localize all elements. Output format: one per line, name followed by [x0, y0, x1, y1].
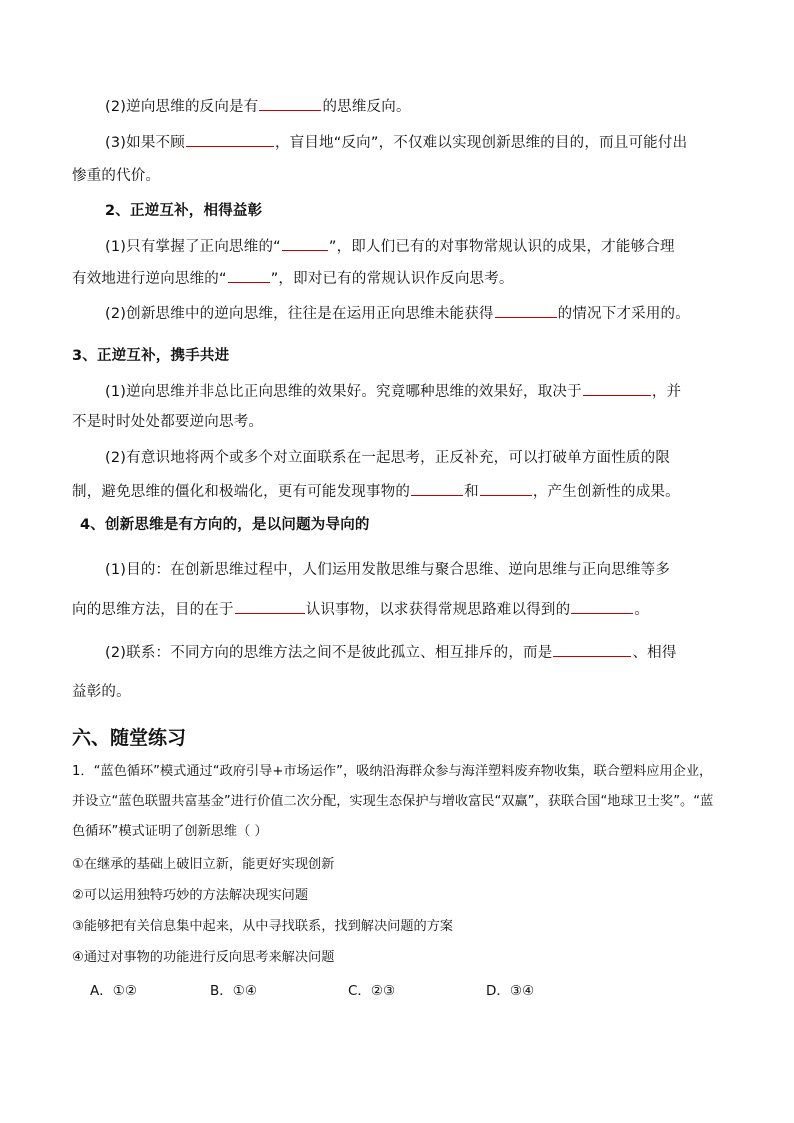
option-a: A．①②	[90, 983, 137, 999]
question-stem-line: 并设立“蓝色联盟共富基金”进行价值二次分配，实现生态保护与增收富民“双赢”，获联合国“地球卫士奖”。“蓝	[72, 794, 714, 809]
fill-blank	[228, 268, 270, 283]
text-segment: 有效地进行逆向思维的“	[72, 271, 227, 287]
text-segment: ，并	[651, 384, 682, 400]
fill-blank	[282, 236, 328, 251]
text-line: 不是时时处处都要逆向思考。	[72, 414, 264, 430]
option-d: D．③④	[486, 983, 535, 999]
fill-blank	[480, 481, 532, 496]
fill-blank	[411, 481, 463, 496]
text-segment: ”，即对已有的常规认识作反向思考。	[270, 271, 514, 287]
text-line	[105, 642, 677, 663]
fill-blank	[235, 599, 305, 614]
text-segment: (1)逆向思维并非总比正向思维的效果好。究竟哪种思维的效果好，取决于	[105, 384, 582, 400]
text-line	[105, 236, 675, 257]
text-segment: (1)只有掌握了正向思维的“	[105, 239, 281, 255]
text-line	[72, 481, 680, 502]
statement-item: ④通过对事物的功能进行反向思考来解决问题	[72, 950, 335, 965]
text-segment: (3)如果不顾	[105, 135, 185, 151]
subheading: 3、正逆互补，携手共进	[72, 348, 230, 364]
statement-item: ②可以运用独特巧妙的方法解决现实问题	[72, 888, 309, 903]
text-segment: (2)联系：不同方向的思维方法之间不是彼此孤立、相互排斥的，而是	[105, 645, 553, 661]
text-line	[105, 132, 687, 153]
text-line	[72, 599, 649, 620]
option-c: C．②③	[348, 983, 396, 999]
text-segment: 和	[464, 484, 479, 500]
fill-blank	[583, 381, 651, 396]
fill-blank	[495, 303, 557, 318]
text-line	[105, 381, 681, 402]
text-line	[105, 303, 690, 324]
text-line: 惨重的代价。	[72, 168, 161, 184]
fill-blank	[186, 132, 274, 147]
section-title: 六、随堂练习	[72, 727, 187, 749]
text-line	[105, 96, 411, 117]
text-segment: 认识事物，以求获得常规思路难以得到的	[305, 602, 571, 618]
text-line: (1)目的：在创新思维过程中，人们运用发散思维与聚合思维、逆向思维与正向思维等多	[105, 562, 671, 578]
text-segment: ”，即人们已有的对事物常规认识的成果，才能够合理	[328, 239, 675, 255]
text-line: 益彰的。	[72, 684, 131, 700]
question-stem-line: 色循环”模式证明了创新思维（ ）	[72, 824, 268, 839]
option-b: B．①④	[210, 983, 257, 999]
text-segment: 的思维反向。	[322, 99, 411, 115]
subheading: 4、创新思维是有方向的，是以问题为导向的	[80, 517, 370, 533]
answer-options	[0, 981, 794, 1001]
text-segment: 、相得	[632, 645, 677, 661]
text-segment: (2)逆向思维的反向是有	[105, 99, 259, 115]
text-segment: ，盲目地“反向”，不仅难以实现创新思维的目的，而且可能付出	[274, 135, 688, 151]
statement-item: ①在继承的基础上破旧立新，能更好实现创新	[72, 857, 335, 872]
subheading: 2、正逆互补，相得益彰	[105, 203, 263, 219]
text-segment: ，产生创新性的成果。	[532, 484, 680, 500]
statement-item: ③能够把有关信息集中起来，从中寻找联系，找到解决问题的方案	[72, 919, 454, 934]
fill-blank	[571, 599, 633, 614]
text-segment: 的情况下才采用的。	[557, 306, 690, 322]
text-line	[72, 268, 514, 289]
text-line: (2)有意识地将两个或多个对立面联系在一起思考，正反补充，可以打破单方面性质的限	[105, 450, 671, 466]
text-segment: 向的思维方法，目的在于	[72, 602, 234, 618]
question-stem-line: 1．“蓝色循环”模式通过“政府引导+市场运作”，吸纳沿海群众参与海洋塑料废弃物收集，联合塑料应用企业，	[72, 764, 713, 779]
fill-blank	[553, 642, 631, 657]
text-segment: 。	[634, 602, 650, 618]
fill-blank	[259, 96, 321, 111]
text-segment: 制，避免思维的僵化和极端化，更有可能发现事物的	[72, 484, 411, 500]
text-segment: (2)创新思维中的逆向思维，往往是在运用正向思维未能获得	[105, 306, 494, 322]
